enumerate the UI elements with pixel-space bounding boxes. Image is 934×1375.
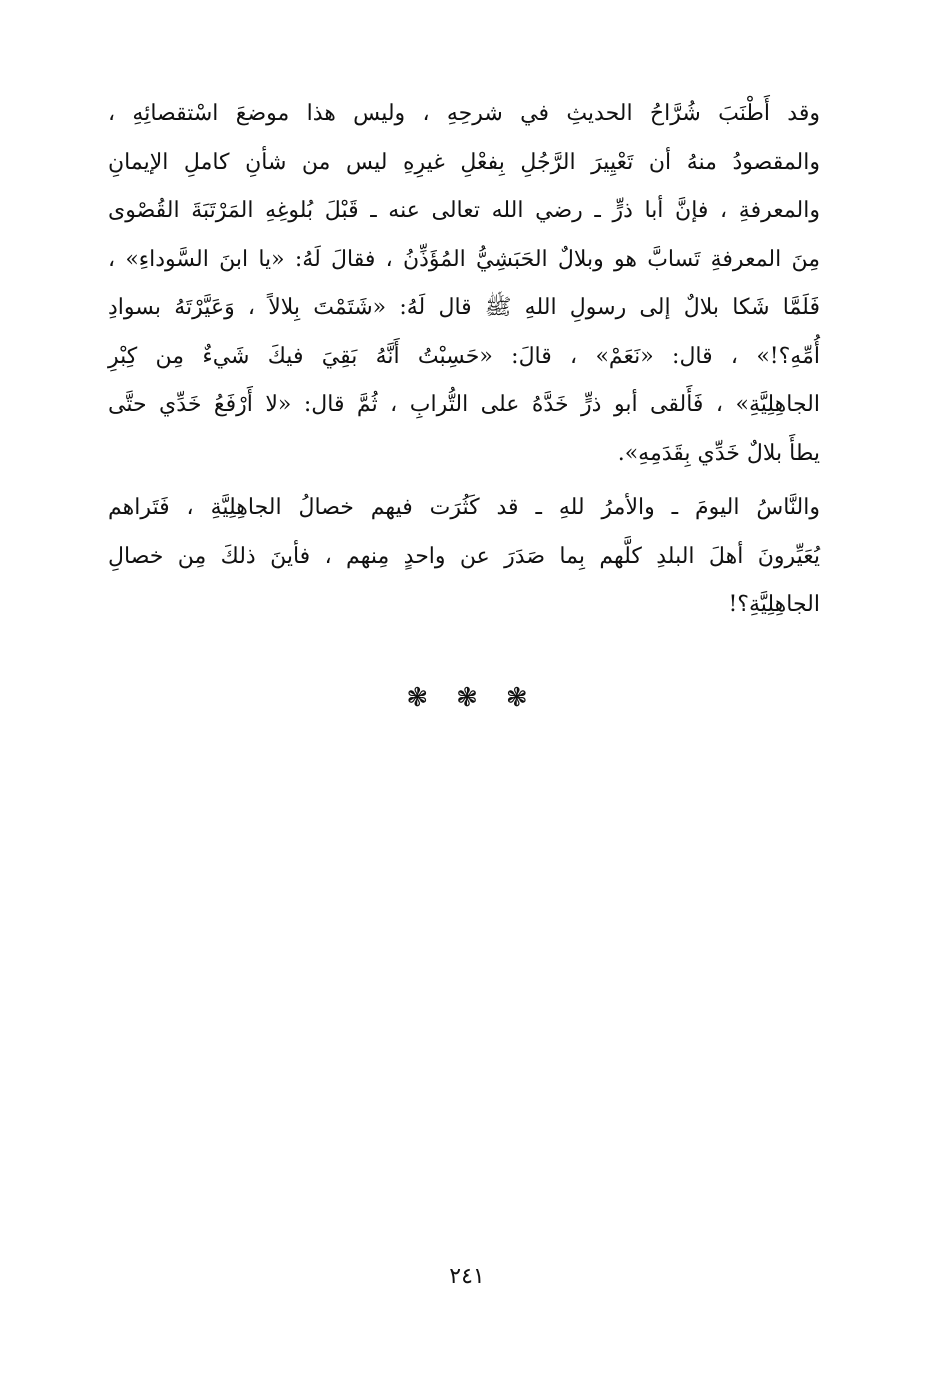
paragraph-2: [108, 484, 820, 630]
page-number: ٢٤١: [449, 1264, 485, 1289]
paragraph-line: والمعرفةِ ، فإنَّ أبا ذرٍّ ـ رضي الله تعالى عنه ـ قَبْلَ بُلوغِهِ المَرْتَبَةَ القُصْوى: [108, 198, 820, 223]
paragraph-line: مِنَ المعرفةِ تَسابَّ هو وبلالٌ الحَبَشِيُّ المُؤَذِّنُ ، فقالَ لَهُ: «يا ابنَ السَّوداءِ» ،: [108, 246, 820, 272]
paragraph-line: والنَّاسُ اليومَ ـ والأمرُ للهِ ـ قد كَثُرَت فيهم خصالُ الجاهِلِيَّةِ ، فَتَراهم: [108, 495, 820, 520]
paragraph-line: يُعَيِّرونَ أهلَ البلدِ كلَّهم بِما صَدَرَ عن واحدٍ مِنهم ، فأينَ ذلكَ مِن خصالِ: [108, 543, 820, 569]
paragraph-1: [108, 90, 820, 478]
paragraph-line: وقد أَطْنَبَ شُرَّاحُ الحديثِ في شرحِهِ ، وليس هذا موضعَ اسْتقصائِهِ ،: [108, 101, 820, 126]
paragraph-line: يطأَ بلالٌ خَدِّي بِقَدَمِهِ».: [617, 440, 820, 466]
paragraph-line: الجاهِلِيَّةِ؟!: [728, 592, 820, 617]
paragraph-line: الجاهِلِيَّةِ» ، فَأَلقى أبو ذرٍّ خَدَّهُ على التُّرابِ ، ثُمَّ قال: «لا أَرْفَعُ خَدِّي حتَّى: [108, 392, 820, 417]
paragraph-line: أُمِّهِ؟!» ، قال: «نَعَمْ» ، قالَ: «حَسِبْتُ أَنَّهُ بَقِيَ فيكَ شَيءٌ مِن كِبْرِ: [108, 343, 820, 369]
paragraph-line: والمقصودُ منهُ أن تَعْيِيرَ الرَّجُلِ بِفعْلِ غيرِهِ ليس من شأنِ كاملِ الإيمانِ: [108, 149, 820, 175]
paragraph-line: فَلَمَّا شَكا بلالٌ إلى رسولِ اللهِ ﷺ قال لَهُ: «شَتَمْتَ بِلالاً ، وَعَيَّرْتَهُ بسوادِ: [108, 295, 820, 320]
section-separator: ❃❃❃: [406, 683, 556, 713]
